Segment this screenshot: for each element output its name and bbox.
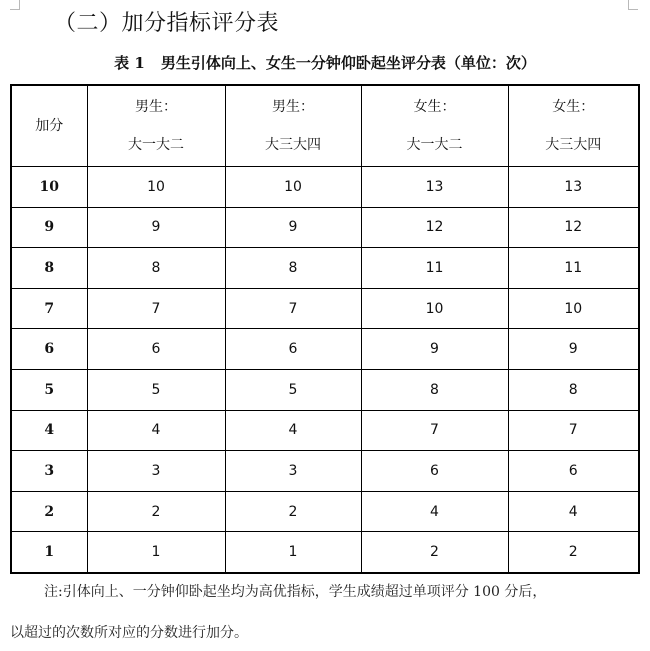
table-row: [11, 451, 639, 492]
table-row: [11, 410, 639, 451]
value-cell: 1: [87, 532, 225, 573]
page-corner-mark-left: [10, 0, 20, 10]
value-cell: 4: [508, 491, 639, 532]
value-cell: 7: [361, 410, 508, 451]
value-cell: 9: [225, 207, 361, 248]
value-cell: 6: [361, 451, 508, 492]
value-cell: 9: [508, 329, 639, 370]
header-row: [11, 85, 639, 167]
table-row: [11, 369, 639, 410]
table-row: [11, 532, 639, 573]
points-cell: 6: [11, 329, 87, 370]
table-caption: [0, 52, 650, 73]
table-row: [11, 491, 639, 532]
header-female-year34: 女生： 大三大四: [508, 85, 639, 167]
value-cell: 2: [225, 491, 361, 532]
value-cell: 3: [87, 451, 225, 492]
value-cell: 8: [361, 369, 508, 410]
value-cell: 8: [87, 248, 225, 289]
value-cell: 10: [225, 167, 361, 208]
table-note-line-1: 注:引体向上、一分钟仰卧起坐均为高优指标，学生成绩超过单项评分 100 分后，: [44, 584, 547, 600]
value-cell: 10: [361, 288, 508, 329]
value-cell: 1: [225, 532, 361, 573]
value-cell: 11: [361, 248, 508, 289]
value-cell: 6: [87, 329, 225, 370]
value-cell: 13: [508, 167, 639, 208]
table-caption-number: 表 1: [114, 54, 145, 72]
table-row: [11, 167, 639, 208]
value-cell: 13: [361, 167, 508, 208]
value-cell: 11: [508, 248, 639, 289]
score-table-body: [11, 167, 639, 573]
header-points: 加分: [11, 85, 87, 167]
page-corner-mark-right: [628, 0, 638, 10]
value-cell: 5: [225, 369, 361, 410]
value-cell: 8: [508, 369, 639, 410]
value-cell: 8: [225, 248, 361, 289]
table-row: [11, 248, 639, 289]
value-cell: 2: [361, 532, 508, 573]
section-heading: （二）加分指标评分表: [54, 11, 280, 36]
value-cell: 7: [87, 288, 225, 329]
points-cell: 7: [11, 288, 87, 329]
points-cell: 8: [11, 248, 87, 289]
header-male-year34: 男生： 大三大四: [225, 85, 361, 167]
value-cell: 2: [508, 532, 639, 573]
value-cell: 10: [508, 288, 639, 329]
value-cell: 6: [225, 329, 361, 370]
points-cell: 2: [11, 491, 87, 532]
points-cell: 5: [11, 369, 87, 410]
points-cell: 1: [11, 532, 87, 573]
points-cell: 4: [11, 410, 87, 451]
value-cell: 9: [361, 329, 508, 370]
table-row: [11, 329, 639, 370]
points-cell: 10: [11, 167, 87, 208]
value-cell: 7: [508, 410, 639, 451]
value-cell: 10: [87, 167, 225, 208]
points-cell: 3: [11, 451, 87, 492]
score-table-header: [11, 85, 639, 167]
header-female-year12: 女生： 大一大二: [361, 85, 508, 167]
value-cell: 9: [87, 207, 225, 248]
table-note-line-2: 以超过的次数所对应的分数进行加分。: [10, 625, 248, 641]
points-cell: 9: [11, 207, 87, 248]
value-cell: 5: [87, 369, 225, 410]
score-table: [10, 84, 640, 574]
header-male-year12: 男生： 大一大二: [87, 85, 225, 167]
value-cell: 4: [225, 410, 361, 451]
value-cell: 4: [361, 491, 508, 532]
value-cell: 4: [87, 410, 225, 451]
value-cell: 2: [87, 491, 225, 532]
value-cell: 12: [508, 207, 639, 248]
table-row: [11, 288, 639, 329]
value-cell: 3: [225, 451, 361, 492]
table-caption-title: 男生引体向上、女生一分钟仰卧起坐评分表（单位：次）: [160, 54, 536, 72]
value-cell: 6: [508, 451, 639, 492]
value-cell: 7: [225, 288, 361, 329]
value-cell: 12: [361, 207, 508, 248]
table-row: [11, 207, 639, 248]
